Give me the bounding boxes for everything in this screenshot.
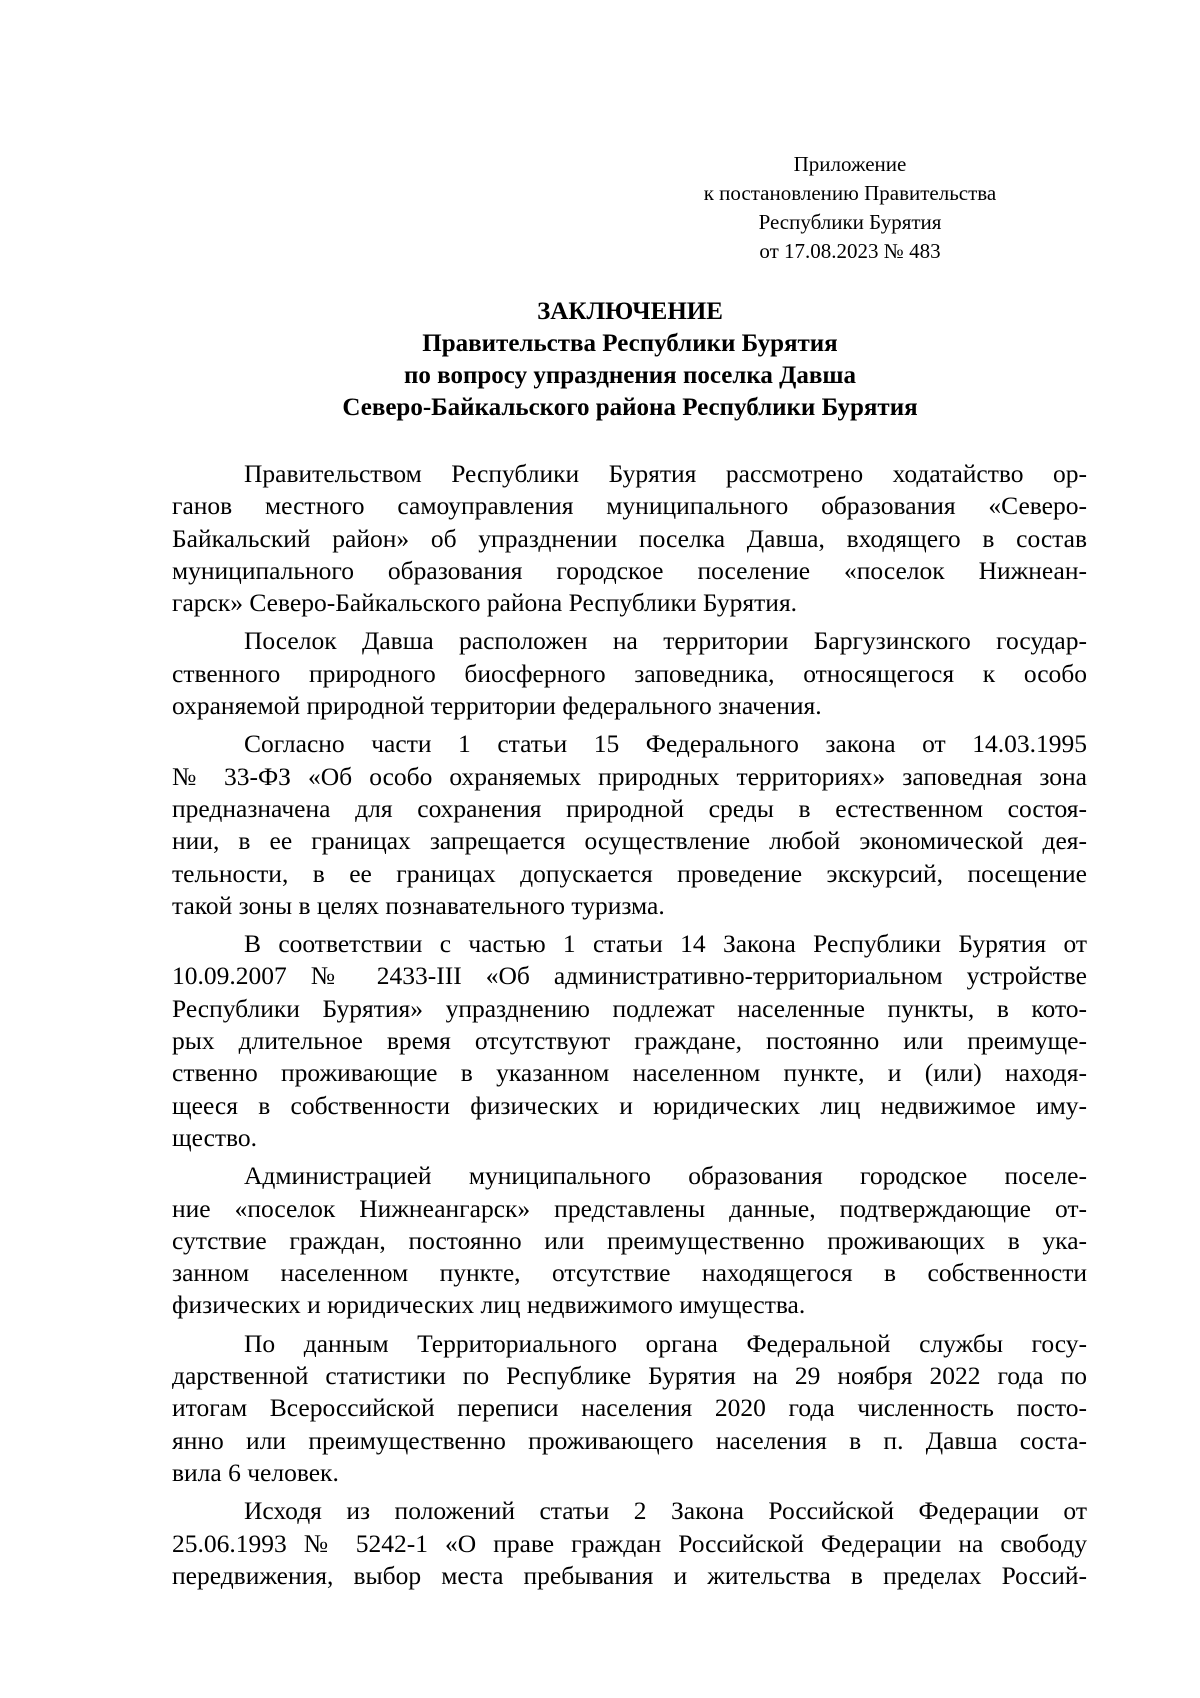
paragraph-line: занном населенном пункте, отсутствие находящегося в собственности <box>172 1258 1087 1288</box>
paragraph-line: Согласно части 1 статьи 15 Федерального закона от 14.03.1995 <box>244 729 1087 759</box>
appendix-line: от 17.08.2023 № 483 <box>759 239 941 263</box>
paragraph-line: Байкальский район» об упразднении поселка Давша, входящего в состав <box>172 523 1087 553</box>
paragraph-line: передвижения, выбор места пребывания и жительства в пределах Россий- <box>172 1560 1087 1590</box>
paragraph-line: янно или преимущественно проживающего населения в п. Давша соста- <box>172 1425 1087 1455</box>
paragraph <box>172 458 1087 619</box>
paragraph <box>172 1328 1087 1489</box>
paragraph-line: ственного природного биосферного заповедника, относящегося к особо <box>172 658 1087 688</box>
document-title: ЗАКЛЮЧЕНИЕ <box>537 298 723 325</box>
paragraph-line: Правительством Республики Бурятия рассмотрено ходатайство ор- <box>244 459 1087 488</box>
paragraph-line: рых длительное время отсутствуют граждане, постоянно или преимуще- <box>172 1026 1087 1056</box>
paragraph-line: Республики Бурятия» упразднению подлежат населенные пункты, в кото- <box>172 993 1087 1023</box>
paragraph-line: дарственной статистики по Республике Бурятия на 29 ноября 2022 года по <box>172 1361 1087 1391</box>
paragraph-line: щееся в собственности физических и юридических лиц недвижимое иму- <box>172 1090 1087 1120</box>
paragraph-line: тельности, в ее границах допускается проведение экскурсий, посещение <box>172 858 1087 888</box>
paragraph-line: Поселок Давша расположен на территории Баргузинского государ- <box>244 626 1087 656</box>
paragraph-line: В соответствии с частью 1 статьи 14 Закона Республики Бурятия от <box>244 929 1087 959</box>
paragraph-line: нии, в ее границах запрещается осуществление любой экономической дея- <box>172 826 1087 856</box>
document-heading <box>180 296 1080 424</box>
paragraph-line: № 33-ФЗ «Об особо охраняемых природных территориях» заповедная зона <box>172 761 1087 791</box>
paragraph-line: физических и юридических лиц недвижимого имущества. <box>172 1290 806 1320</box>
paragraph-line: предназначена для сохранения природной среды в естественном состоя- <box>172 793 1087 823</box>
paragraph-line: муниципального образования городское поселение «поселок Нижнеан- <box>172 555 1087 585</box>
paragraph-line: ственно проживающие в указанном населенном пункте, и (или) находя- <box>172 1058 1087 1088</box>
appendix-line: к постановлению Правительства <box>703 181 997 205</box>
paragraph-line: такой зоны в целях познавательного туризма. <box>172 890 665 920</box>
paragraph <box>172 728 1087 922</box>
paragraph <box>172 1495 1087 1592</box>
paragraph-line: вила 6 человек. <box>172 1457 339 1487</box>
paragraph-line: Исходя из положений статьи 2 Закона Российской Федерации от <box>244 1496 1087 1526</box>
paragraph-line: 10.09.2007 № 2433-III «Об административно-территориальном устройстве <box>172 961 1087 991</box>
appendix-line: Республики Бурятия <box>758 210 942 234</box>
paragraph <box>172 625 1087 722</box>
paragraph-line: ние «поселок Нижнеангарск» представлены данные, подтверждающие от- <box>172 1193 1087 1223</box>
paragraph-line: По данным Территориального органа Федеральной службы госу- <box>244 1328 1087 1358</box>
paragraph-line: сутствие граждан, постоянно или преимущественно проживающих в ука- <box>172 1225 1087 1255</box>
paragraph <box>172 928 1087 1154</box>
heading-line: Правительства Республики Бурятия <box>422 330 838 357</box>
appendix-block <box>650 150 1050 266</box>
paragraph-line: 25.06.1993 № 5242-1 «О праве граждан Российской Федерации на свободу <box>172 1528 1087 1558</box>
paragraph-line: итогам Всероссийской переписи населения 2020 года численность посто- <box>172 1393 1087 1423</box>
document-body <box>172 458 1087 1592</box>
paragraph <box>172 1160 1087 1321</box>
paragraph-line: охраняемой природной территории федерального значения. <box>172 691 822 721</box>
heading-line: по вопросу упразднения поселка Давша <box>404 362 856 389</box>
appendix-line: Приложение <box>793 152 907 176</box>
paragraph-line: гарск» Северо-Байкальского района Республики Бурятия. <box>172 588 798 618</box>
paragraph-line: ганов местного самоуправления муниципального образования «Северо- <box>172 491 1087 521</box>
heading-line: Северо-Байкальского района Республики Бурятия <box>342 394 918 421</box>
paragraph-line: Администрацией муниципального образования городское поселе- <box>244 1161 1087 1191</box>
paragraph-line: щество. <box>172 1122 258 1152</box>
